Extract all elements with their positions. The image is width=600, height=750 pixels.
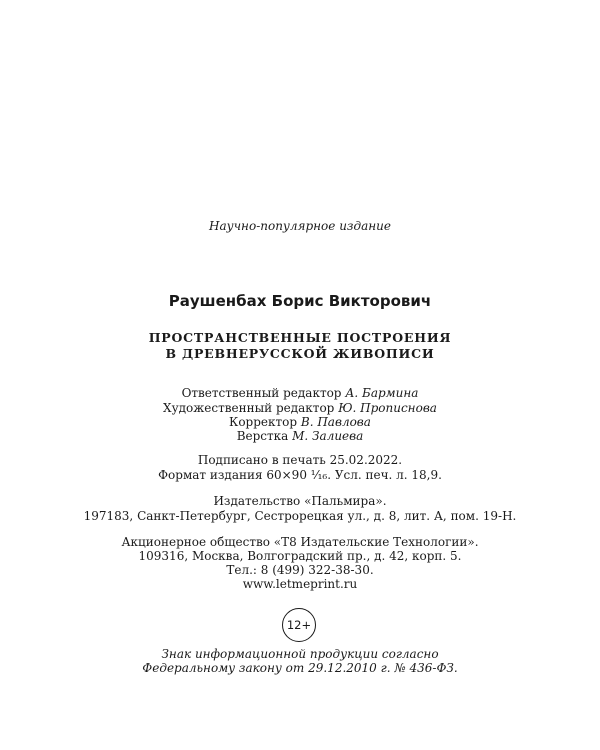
credit-name: Ю. Прописнова <box>338 401 437 415</box>
credit-role: Ответственный редактор <box>181 386 342 400</box>
printer-phone: Тел.: 8 (499) 322-38-30. <box>226 563 374 577</box>
credit-role: Корректор <box>229 415 298 429</box>
printer-website: www.letmeprint.ru <box>242 577 358 591</box>
credit-line <box>0 401 600 415</box>
credit-name: А. Бармина <box>345 386 419 400</box>
credit-name: М. Залиева <box>292 429 364 443</box>
author-name: Раушенбах Борис Викторович <box>168 292 432 310</box>
print-format: Формат издания 60×90 ¹⁄₁₆. Усл. печ. л. 18,9. <box>158 468 442 482</box>
publisher-name: Издательство «Пальмира». <box>213 494 387 508</box>
publisher-address: 197183, Санкт-Петербург, Сестрорецкая ул., д. 8, лит. А, пом. 19-Н. <box>83 509 517 523</box>
credit-line <box>0 386 600 400</box>
printer-address: 109316, Москва, Волгоградский пр., д. 42, корп. 5. <box>138 549 462 563</box>
age-rating-badge: 12+ <box>282 608 316 642</box>
printer-name: Акционерное общество «Т8 Издательские Технологии». <box>121 535 479 549</box>
credit-role: Верстка <box>236 429 289 443</box>
age-notice-line-2: Федеральному закону от 29.12.2010 г. № 436-ФЗ. <box>142 661 458 675</box>
credit-name: В. Павлова <box>300 415 371 429</box>
credit-line <box>0 415 600 429</box>
edition-type: Научно-популярное издание <box>209 219 391 233</box>
age-notice-line-1: Знак информационной продукции согласно <box>161 647 439 661</box>
book-title-line-1: ПРОСТРАНСТВЕННЫЕ ПОСТРОЕНИЯ <box>148 330 452 345</box>
credit-line <box>0 429 600 443</box>
credit-role: Художественный редактор <box>163 401 335 415</box>
print-date: Подписано в печать 25.02.2022. <box>197 453 403 467</box>
book-title-line-2: В ДРЕВНЕРУССКОЙ ЖИВОПИСИ <box>165 346 435 361</box>
